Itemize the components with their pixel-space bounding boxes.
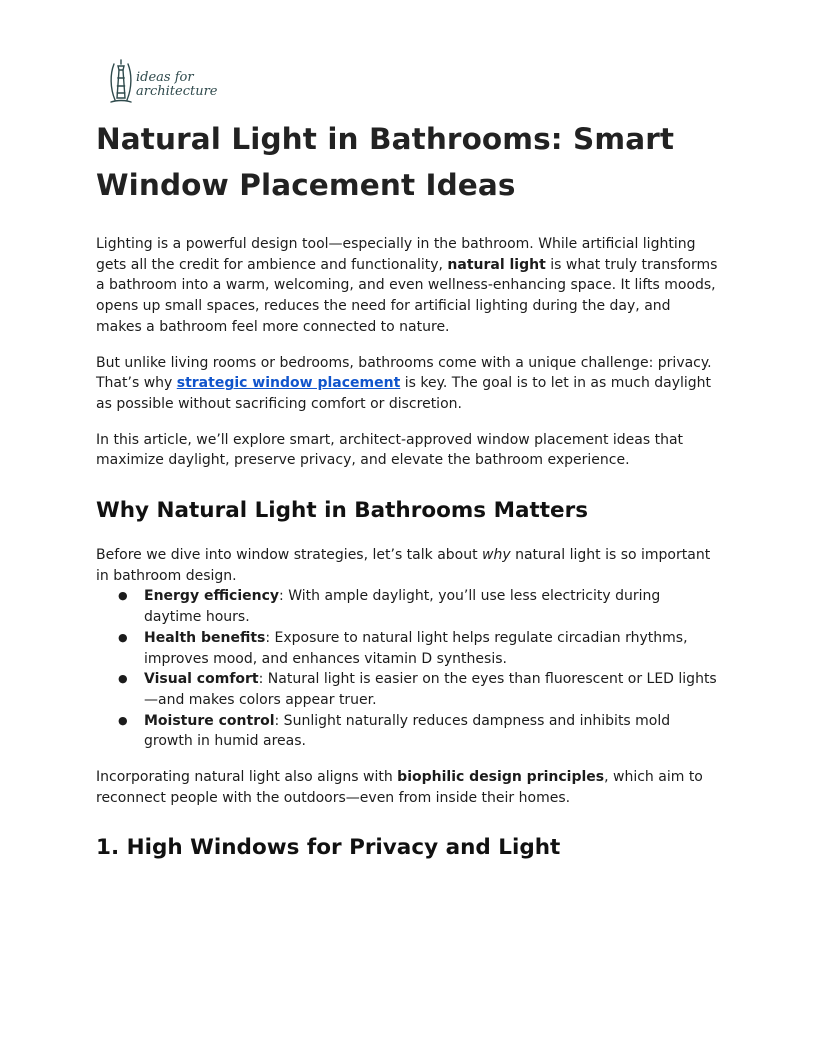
logo-wordmark: [136, 71, 217, 99]
bullet-dot: ●: [118, 713, 128, 727]
list-item: ● Health benefits: Exposure to natural light helps regulate circadian rhythms, improves mood, and enhances vitamin D synthesis.: [118, 629, 688, 667]
intro-paragraph-1: Lighting is a powerful design tool—especially in the bathroom. While artificial lighting gets all the credit for ambience and functionality, natural light is what truly transforms a bathroom into a warm, welcoming, and even wellness-enhancing space. It lifts moods, opens up small spaces, reduces the need for artificial lighting during the day, and makes a bathroom feel more connected to nature.: [96, 236, 718, 335]
why-emphasis: why: [482, 547, 511, 564]
natural-light-emphasis: natural light: [447, 256, 546, 273]
logo-line-1: ideas for: [136, 70, 194, 85]
intro-paragraph-2: But unlike living rooms or bedrooms, bathrooms come with a unique challenge: privacy. That’s why strategic window placement is key. The goal is to let in as much daylight as possible without sacrificing comfort or discretion.: [96, 354, 712, 412]
page-title: Natural Light in Bathrooms: Smart Window Placement Ideas: [96, 122, 675, 202]
benefits-list: [96, 586, 720, 752]
bullet-dot: ●: [118, 589, 128, 603]
logo-line-2: architecture: [136, 84, 218, 99]
list-item: ● Moisture control: Sunlight naturally reduces dampness and inhibits mold growth in humid areas.: [118, 712, 671, 750]
biophilic-emphasis: biophilic design principles: [397, 769, 605, 786]
bullet-dot: ●: [118, 672, 128, 686]
list-item: ● Visual comfort: Natural light is easier on the eyes than fluorescent or LED lights—and makes colors appear truer.: [118, 671, 717, 708]
biophilic-paragraph: Incorporating natural light also aligns with biophilic design principles, which aim to reconnect people with the outdoors—even from inside their homes.: [96, 769, 703, 806]
intro-paragraph-3: In this article, we’ll explore smart, architect-approved window placement ideas that maximize daylight, preserve privacy, and elevate the bathroom experience.: [96, 431, 684, 469]
site-logo[interactable]: [108, 56, 720, 108]
section-heading-high-windows: 1. High Windows for Privacy and Light: [96, 835, 561, 861]
document-page: [96, 56, 720, 862]
list-item: ● Energy efficiency: With ample daylight, you’ll use less electricity during daytime hours.: [118, 588, 661, 626]
section1-intro-paragraph: Before we dive into window strategies, let’s talk about why natural light is so important in bathroom design.: [96, 547, 711, 584]
bullet-dot: ●: [118, 630, 128, 644]
strategic-window-placement-link[interactable]: strategic window placement: [176, 375, 401, 392]
section-heading-why-natural-light: Why Natural Light in Bathrooms Matters: [96, 498, 589, 524]
lighthouse-icon: [108, 58, 134, 106]
